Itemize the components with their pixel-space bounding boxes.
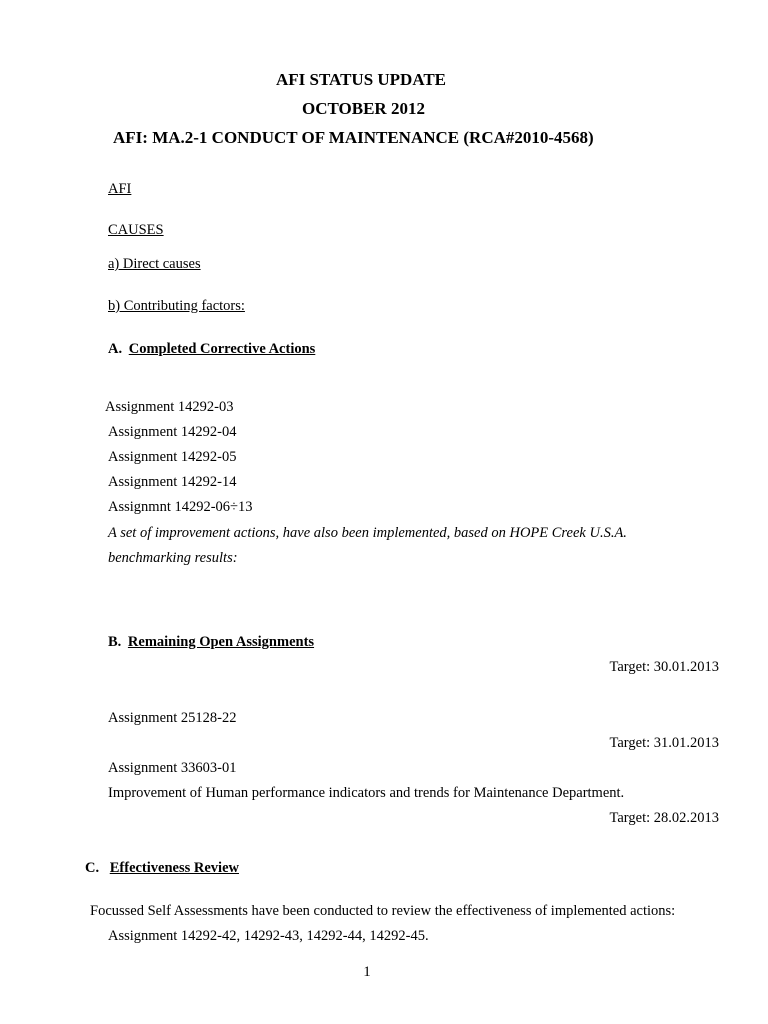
title-line-1: AFI STATUS UPDATE xyxy=(276,70,447,89)
list-item: Assignment 14292-04 xyxy=(108,424,237,440)
open-assignment: Assignment 33603-01 xyxy=(108,760,237,776)
target-date: Target: 28.02.2013 xyxy=(609,810,719,826)
contributing-factors-heading: b) Contributing factors: xyxy=(108,298,245,314)
title-line-3: AFI: MA.2-1 CONDUCT OF MAINTENANCE (RCA#2010-4568) xyxy=(113,128,594,147)
section-c-title: Effectiveness Review xyxy=(109,860,239,876)
section-a-letter: A. xyxy=(108,341,123,357)
title-line-2: OCTOBER 2012 xyxy=(302,99,425,118)
open-assignment: Assignment 25128-22 xyxy=(108,710,237,726)
section-b-heading xyxy=(108,633,314,651)
target-date: Target: 31.01.2013 xyxy=(609,735,719,751)
improvement-description: Improvement of Human performance indicators and trends for Maintenance Department. xyxy=(108,785,625,801)
section-b-title: Remaining Open Assignments xyxy=(127,634,315,650)
section-a-title: Completed Corrective Actions xyxy=(128,341,316,357)
list-item: Assignmnt 14292-06÷13 xyxy=(108,499,253,515)
section-c-letter: C. xyxy=(85,860,100,876)
section-b-letter: B. xyxy=(108,634,122,650)
effectiveness-text-2: Assignment 14292-42, 14292-43, 14292-44, 14292-45. xyxy=(108,928,429,944)
page-number: 1 xyxy=(363,964,371,980)
afi-heading: AFI xyxy=(108,181,132,197)
improvement-note-line-1: A set of improvement actions, have also been implemented, based on HOPE Creek U.S.A. xyxy=(108,525,627,541)
section-c-heading xyxy=(85,859,239,877)
list-item: Assignment 14292-14 xyxy=(108,474,237,490)
direct-causes-heading: a) Direct causes xyxy=(108,256,201,272)
causes-heading: CAUSES xyxy=(108,222,164,238)
section-a-heading xyxy=(108,340,315,358)
effectiveness-text-1: Focussed Self Assessments have been conducted to review the effectiveness of implemented actions: xyxy=(90,903,676,919)
list-item: Assignment 14292-05 xyxy=(108,449,237,465)
list-item: Assignment 14292-03 xyxy=(105,399,234,415)
target-date: Target: 30.01.2013 xyxy=(609,659,719,675)
improvement-note-line-2: benchmarking results: xyxy=(108,550,238,566)
